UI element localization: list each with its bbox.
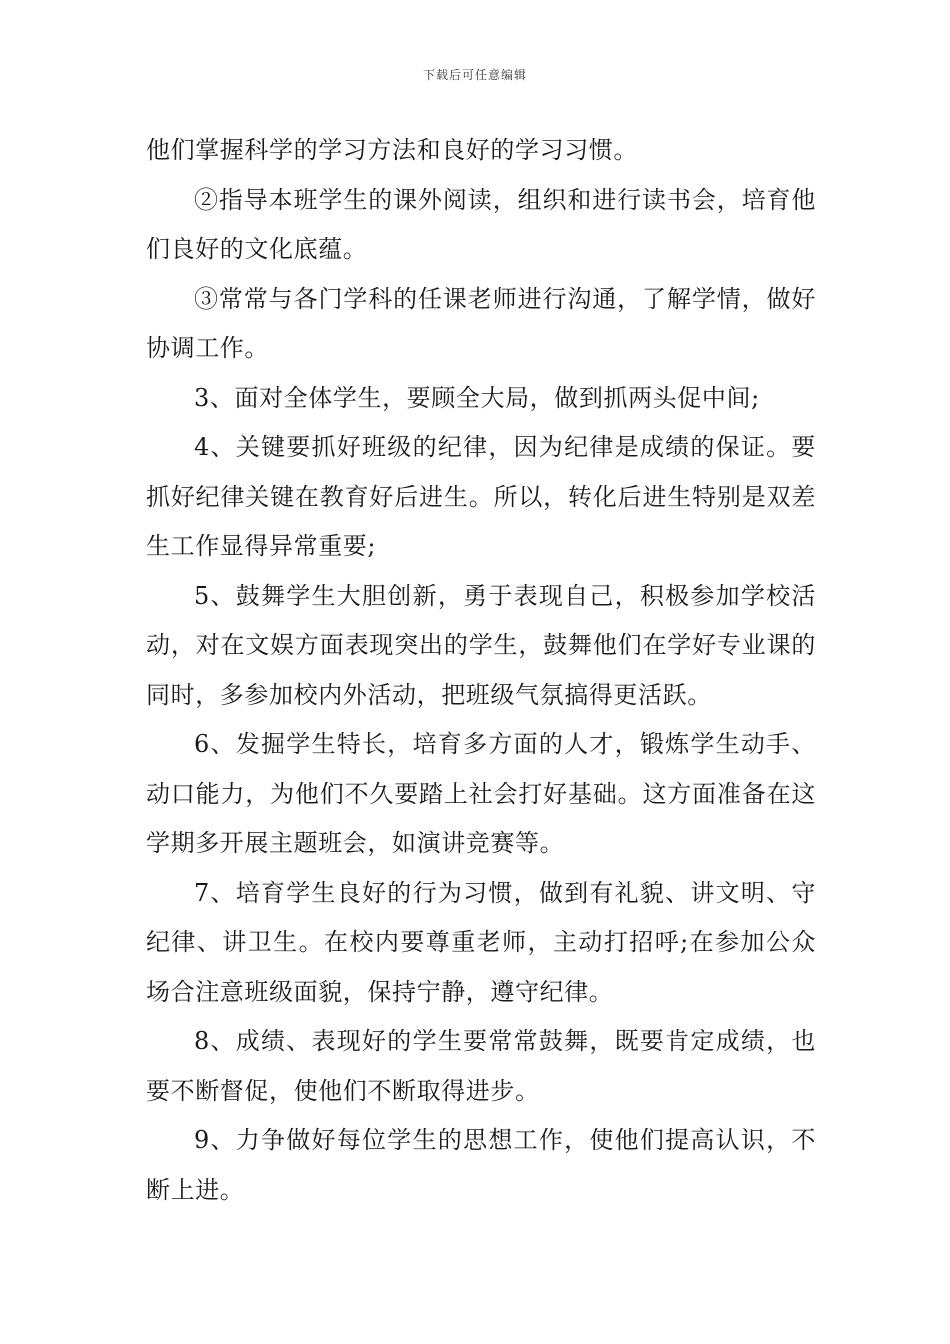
paragraph-item-2: ②指导本班学生的课外阅读，组织和进行读书会，培育他们良好的文化底蕴。 [146, 185, 816, 263]
paragraph-point-9: 9、力争做好每位学生的思想工作，使他们提高认识，不断上进。 [146, 1126, 816, 1204]
paragraph-point-4: 4、关键要抓好班级的纪律，因为纪律是成绩的保证。要抓好纪律关键在教育好后进生。所以，转化后进生特别是双差生工作显得异常重要; [146, 433, 816, 560]
paragraph-point-5: 5、鼓舞学生大胆创新，勇于表现自己，积极参加学校活动，对在文娱方面表现突出的学生，鼓舞他们在学好专业课的同时，多参加校内外活动，把班级气氛搞得更活跃。 [146, 581, 816, 709]
paragraph-point-6: 6、发掘学生特长，培育多方面的人才，锻炼学生动手、动口能力，为他们不久要踏上社会打好基础。这方面准备在这学期多开展主题班会，如演讲竞赛等。 [146, 730, 816, 857]
paragraph-continuation: 他们掌握科学的学习方法和良好的学习习惯。 [146, 136, 638, 164]
paragraph-point-7: 7、培育学生良好的行为习惯，做到有礼貌、讲文明、守纪律、讲卫生。在校内要尊重老师，主动打招呼;在参加公众场合注意班级面貌，保持宁静，遵守纪律。 [146, 878, 816, 1006]
paragraph-point-3: 3、面对全体学生，要顾全大局，做到抓两头促中间; [194, 383, 760, 412]
page-header-note: 下载后可任意编辑 [422, 68, 527, 82]
paragraph-item-3: ③常常与各门学科的任课老师进行沟通，了解学情，做好协调工作。 [146, 284, 816, 362]
document-body [146, 126, 816, 1215]
paragraph-point-8: 8、成绩、表现好的学生要常常鼓舞，既要肯定成绩，也要不断督促，使他们不断取得进步。 [146, 1027, 816, 1105]
